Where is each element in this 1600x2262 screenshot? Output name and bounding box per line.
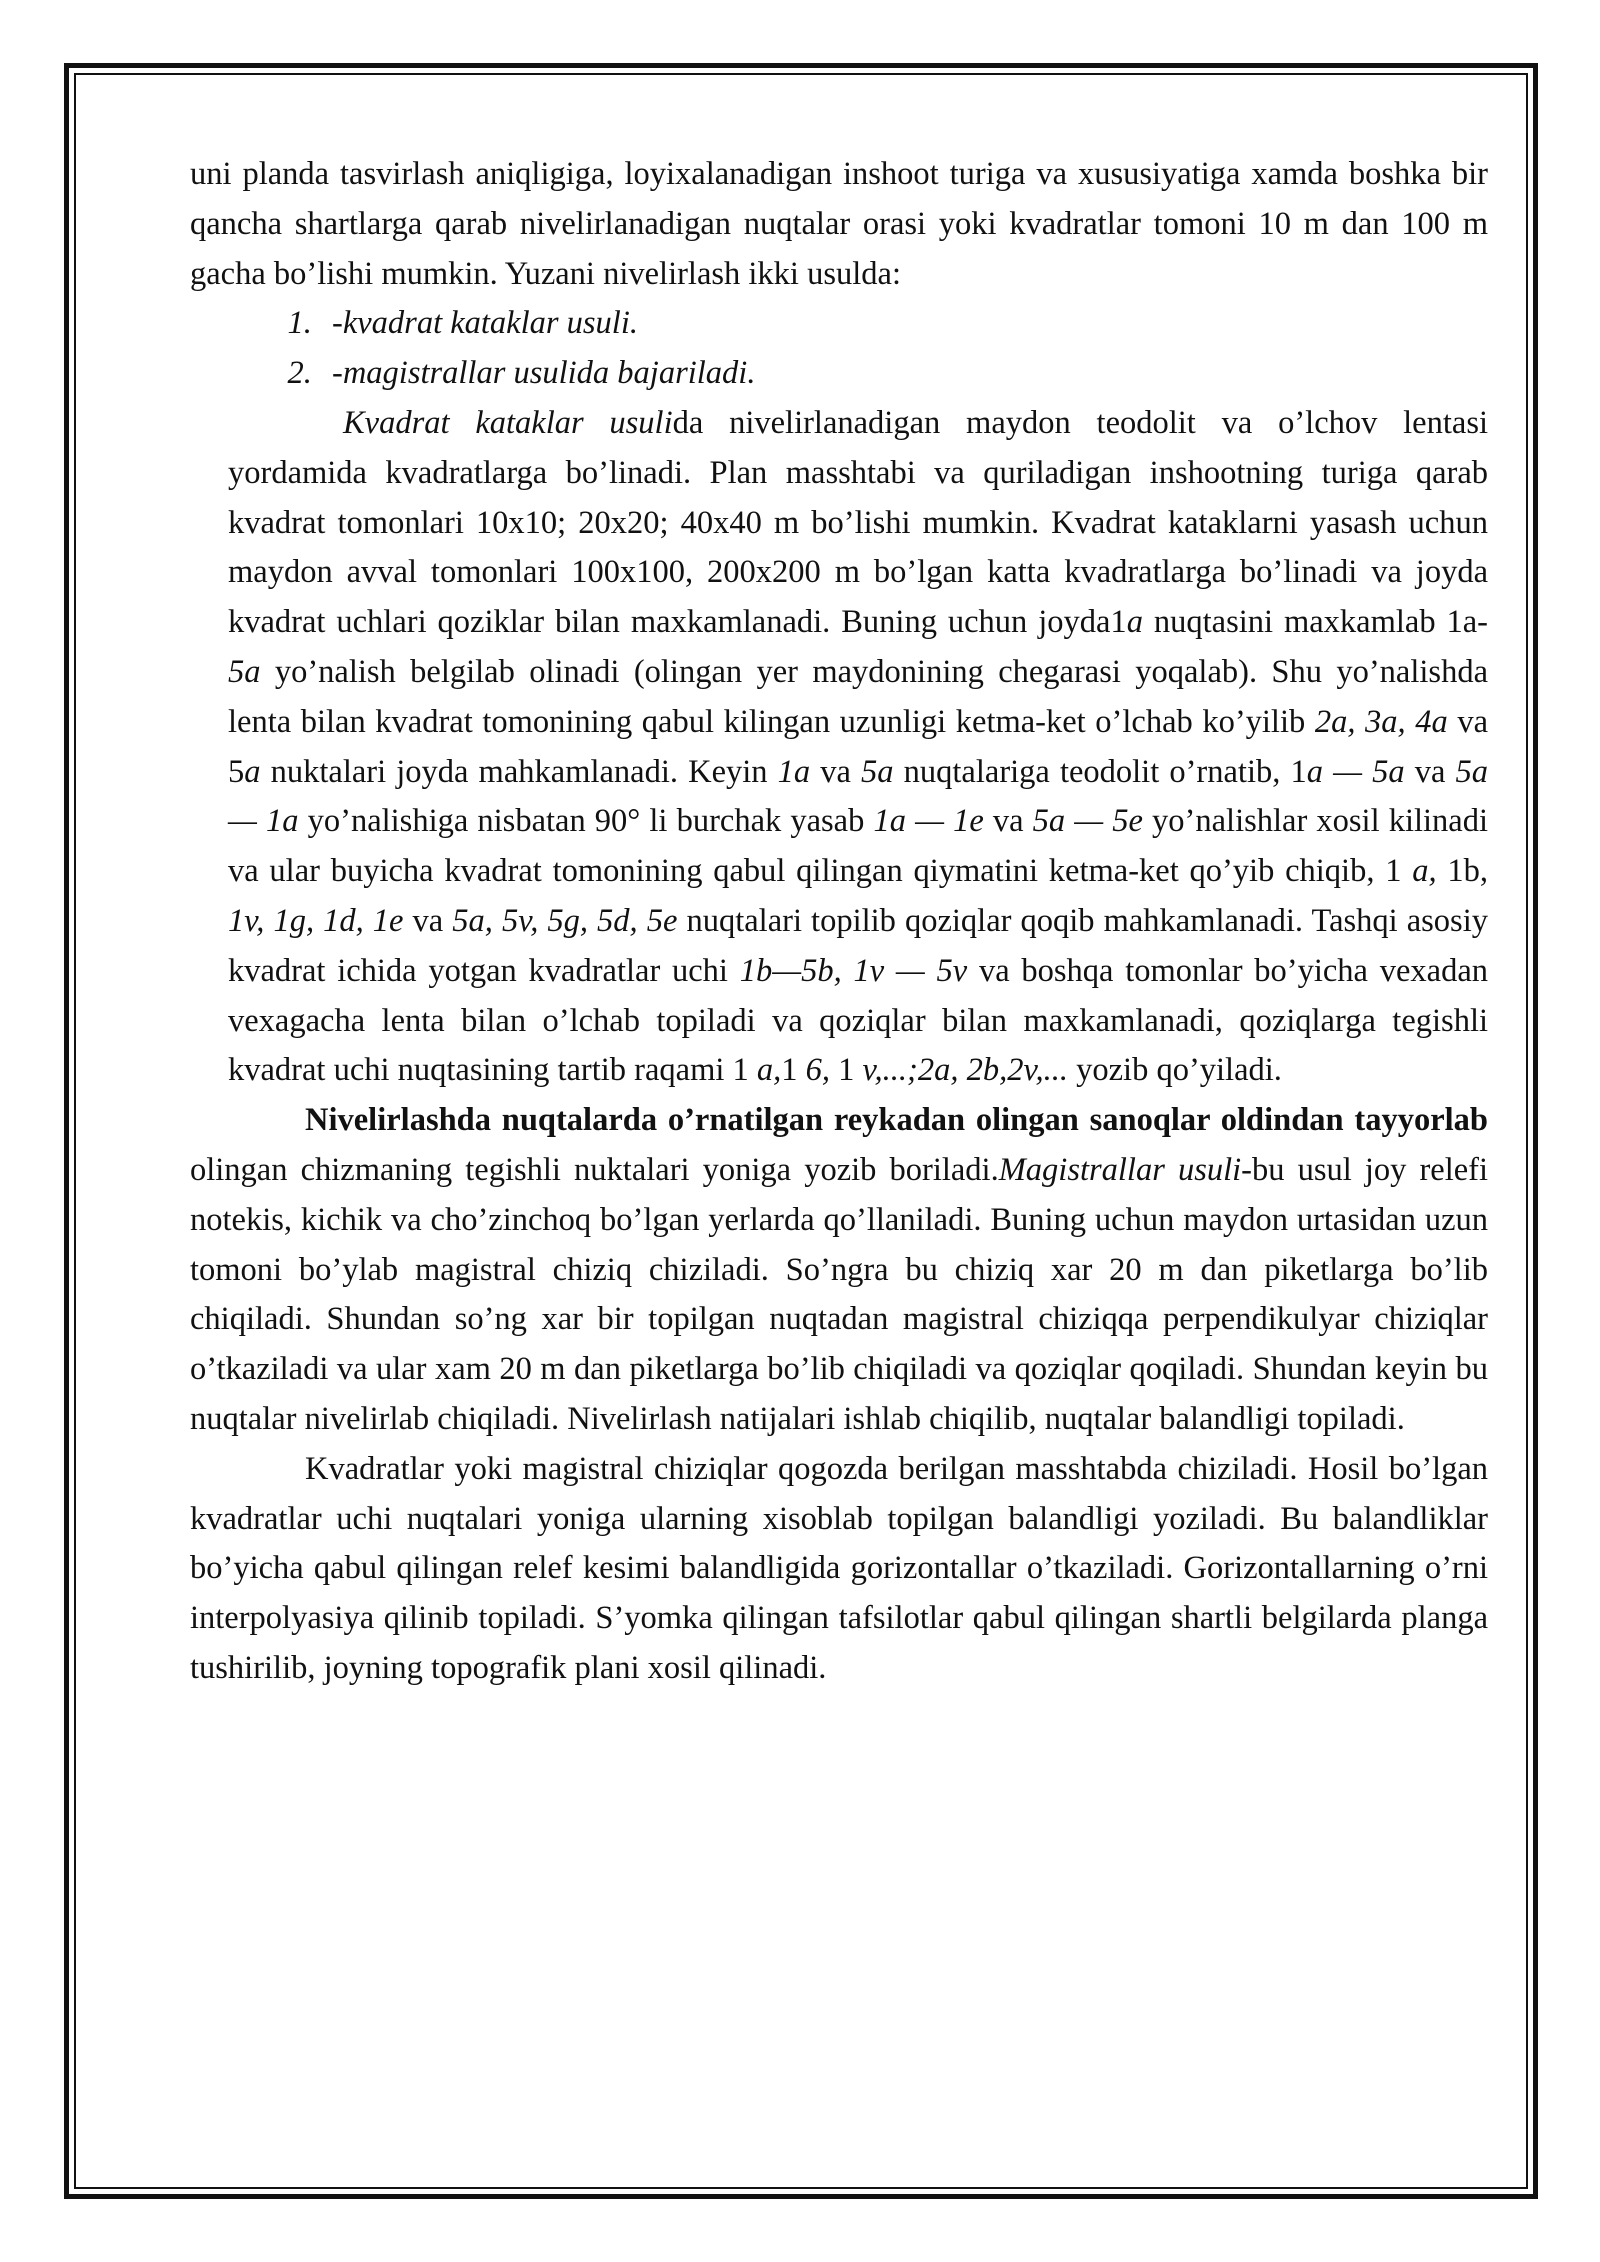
paragraph-plan-drawing: Kvadratlar yoki magistral chiziqlar qogozda berilgan masshtabda chiziladi. Hosil bo’lgan kvadratlar uchi nuqtalari yoniga ularning xisoblab topilgan balandligi yoziladi. Bu balandliklar bo’yicha qabul qilingan relef kesimi balandligida gorizontallar o’tkaziladi. Gorizontallarning o’rni interpolyasiya qilinib topiladi. S’yomka qilingan tafsilotlar qabul qilingan shartli belgilarda planga tushirilib, joyning topografik plani xosil qilinadi. [190,1450,1488,1686]
method-list [190,299,1488,399]
list-item: 1. -kvadrat kataklar usuli. [320,299,1488,349]
paragraph-square-grid-method: Kvadrat kataklar usulida nivelirlanadigan maydon teodolit va o’lchov lentasi yordamida kvadratlarga bo’linadi. Plan masshtabi va quriladigan inshootning turiga qarab kvadrat tomonlari 10x10; 20x20; 40x40 m bo’lishi mumkin. Kvadrat kataklarni yasash uchun maydon avval tomonlari 100x100, 200x200 m bo’lgan katta kvadratlarga bo’linadi va joyda kvadrat uchlari qoziklar bilan maxkamlanadi. Buning uchun joyda1a nuqtasini maxkamlab 1a- 5a yo’nalish belgilab olinadi (olingan yer maydonining chegarasi yoqalab). Shu yo’nalishda lenta bilan kvadrat tomonining qabul kilingan uzunligi ketma-ket o’lchab ko’yilib 2a, 3a, 4a va 5a nuktalari joyda mahkamlanadi. Keyin 1a va 5a nuqtalariga teodolit o’rnatib, 1a — 5a va 5a — 1a yo’nalishiga nisbatan 90° li burchak yasab 1a — 1e va 5a — 5e yo’nalishlar xosil kilinadi va ular buyicha kvadrat tomonining qabul qilingan qiymatini ketma-ket qo’yib chiqib, 1 a, 1b, 1v, 1g, 1d, 1e va 5a, 5v, 5g, 5d, 5e nuqtalari topilib qoziqlar qoqib mahkamlanadi. Tashqi asosiy kvadrat ichida yotgan kvadratlar uchi 1b—5b, 1v — 5v va boshqa tomonlar bo’yicha vexadan vexagacha lenta bilan o’lchab topiladi va qoziqlar bilan maxkamlanadi, qoziqlarga tegishli kvadrat uchi nuqtasining tartib raqami 1 a,1 6, 1 v,...;2a, 2b,2v,... yozib qo’yiladi. [228,404,1489,1089]
bold-statement: Nivelirlashda nuqtalarda o’rnatilgan reykadan olingan sanoqlar oldindan tayyorlab [305,1102,1488,1139]
method-name: Kvadrat kataklar usuli [343,404,673,441]
square-grid-section [190,399,1488,1096]
method-name: Magistrallar usuli [998,1151,1242,1188]
document-body [190,150,1488,1694]
paragraph-leveling-readings: Nivelirlashda nuqtalarda o’rnatilgan reykadan olingan sanoqlar oldindan tayyorlab olingan chizmaning tegishli nuktalari yoniga yozib boriladi.Magistrallar usuli-bu usul joy relefi notekis, kichik va cho’zinchoq bo’lgan yerlarda qo’llaniladi. Buning uchun maydon urtasidan uzun tomoni bo’ylab magistral chiziq chiziladi. So’ngra bu chiziq xar 20 m dan piketlarga bo’lib chiqiladi. Shundan so’ng xar bir topilgan nuqtadan magistral chiziqqa perpendikulyar chiziqlar o’tkaziladi va ular xam 20 m dan piketlarga bo’lib chiqiladi va qoziqlar qoqiladi. Shundan keyin bu nuqtalar nivelirlab chiqiladi. Nivelirlash natijalari ishlab chiqilib, nuqtalar balandligi topiladi. [190,1102,1489,1437]
paragraph-intro: uni planda tasvirlash aniqligiga, loyixalanadigan inshoot turiga va xususiyatiga xamda boshka bir qancha shartlarga qarab nivelirlanadigan nuqtalar orasi yoki kvadratlar tomoni 10 m dan 100 m gacha bo’lishi mumkin. Yuzani nivelirlash ikki usulda: [190,156,1488,292]
list-item: 2. -magistrallar usulida bajariladi. [320,349,1488,399]
